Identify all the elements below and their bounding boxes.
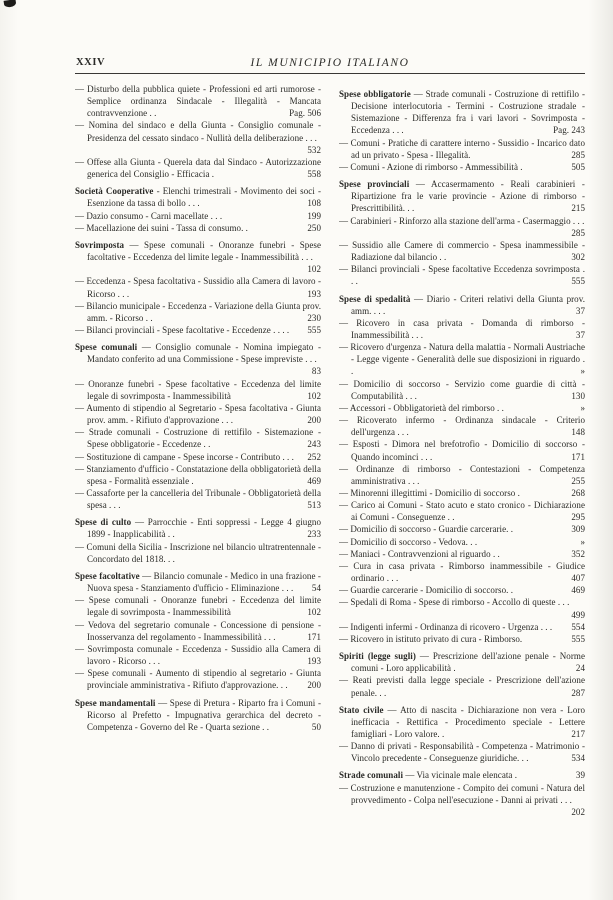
index-entry (339, 341, 585, 377)
entry-page-number: » (580, 536, 585, 547)
entry-text: — Spedali di Roma - Spese di rimborso - Accollo di queste . . . (339, 597, 570, 608)
entry-text: — Bilanci provinciali - Spese facoltative Eccedenza sovrimposta . . . (339, 264, 585, 287)
entry-page-number: 202 (571, 806, 585, 817)
entry-page-number: 352 (571, 548, 585, 559)
index-entry (75, 516, 321, 540)
entry-text: — Maniaci - Contravvenzioni al riguardo . . (339, 548, 500, 559)
index-entry (75, 119, 321, 155)
entry-text: — Comuni - Pratiche di carattere interno - Sussidio - Incarico dato ad un privato - Spesa - Illegalità. (339, 137, 585, 160)
entry-page-number: 243 (307, 439, 321, 450)
index-entry (75, 156, 321, 180)
entry-page-number: 505 (571, 161, 585, 172)
index-entry (339, 414, 585, 438)
entry-page-number: 83 (311, 366, 321, 377)
index-columns (75, 83, 585, 818)
entry-text: — Cassaforte per la cancelleria del Tribunale - Obbligatorietà della spesa . . . (75, 488, 321, 511)
entry-term: Strade comunali (339, 770, 406, 781)
entry-text: - Elenchi trimestrali - Movimento dei soci - Esenzione da tassa di bollo . . . (87, 186, 321, 209)
entry-page-number: 200 (307, 415, 321, 426)
index-entry (339, 263, 585, 287)
entry-page-number: 285 (571, 149, 585, 160)
index-entry (75, 222, 321, 234)
index-entry (339, 584, 585, 596)
index-entry (339, 740, 585, 764)
entry-text: — Onoranze funebri - Spese facoltative - Eccedenza del limite legale di sovrimposta - Inammessibilità (75, 378, 321, 401)
entry-text: — Sostituzione di campane - Spese incorse - Contributo . . . (75, 451, 294, 462)
index-entry (75, 619, 321, 643)
index-column-left (75, 83, 321, 818)
index-entry (75, 697, 321, 733)
entry-term: Spese comunali (75, 342, 142, 353)
entry-page-number: 217 (571, 728, 585, 739)
page-header (75, 56, 585, 74)
entry-text: — Ricovero d'urgenza - Natura della malattia - Normali Austriache - Legge vigente - Generalità delle sue disposizioni in riguardo . . (339, 342, 585, 377)
index-entry (339, 438, 585, 462)
entry-page-number: 532 (307, 144, 321, 155)
index-column-right (339, 83, 585, 818)
entry-text: — Spese comunali - Aumento di stipendio al segretario - Giunta provinciale amministrativa - Rifiuto d'approvazione. . . (75, 668, 321, 691)
index-entry (339, 88, 585, 137)
entry-page-number: 54 (311, 583, 321, 594)
entry-page-number: 255 (571, 475, 585, 486)
entry-text: — Bilancio municipale - Eccedenza - Variazione della Giunta prov. amm. - Ricorso . . (75, 300, 321, 323)
entry-text: — Comuni - Azione di rimborso - Ammessibilità . (339, 161, 523, 172)
entry-text: — Aumento di stipendio al Segretario - Spesa facoltativa - Giunta prov. amm. - Rifiuto d'approvazione . . . (75, 402, 321, 426)
entry-text: — Nomina del sindaco e della Giunta - Consiglio comunale - Presidenza del cessato sindaco - Nullità della deliberazione . . . (75, 120, 321, 143)
entry-page-number: 555 (307, 324, 321, 335)
index-entry (339, 402, 585, 414)
index-entry (75, 275, 321, 299)
index-entry (339, 560, 585, 584)
page-number: XXIV (76, 57, 106, 68)
entry-page-number: 233 (307, 529, 321, 540)
index-entry (339, 161, 585, 173)
index-entry (75, 426, 321, 450)
entry-text: — Offese alla Giunta - Querela data dal Sindaco - Autorizzazione generica del Consiglio - Efficacia . (75, 156, 321, 180)
index-entry (75, 239, 321, 275)
entry-page-number: 469 (307, 475, 321, 486)
index-entry (339, 536, 585, 548)
entry-term: Spese di spedalità (339, 293, 414, 304)
entry-term: Spese facoltative (75, 570, 143, 581)
entry-page-number: Pag. 506 (289, 108, 321, 119)
entry-page-number: 554 (571, 621, 585, 632)
entry-page-number: 102 (307, 607, 321, 618)
entry-page-number: 287 (571, 687, 585, 698)
entry-text: — Diario - Criteri relativi della Giunta prov. amm. . . . (351, 293, 585, 316)
entry-page-number: 193 (307, 656, 321, 667)
index-entry (75, 378, 321, 402)
entry-term: Spese di culto (75, 517, 135, 528)
entry-page-number: 171 (571, 451, 585, 462)
entry-page-number: 250 (307, 222, 321, 233)
index-entry (339, 215, 585, 239)
entry-term: Spese obbligatorie (339, 89, 414, 99)
entry-text: — Domicilio di soccorso - Guardie carcerarie. . (339, 524, 514, 535)
entry-page-number: 469 (571, 585, 585, 596)
index-entry (339, 178, 585, 214)
entry-text: — Guardie carcerarie - Domicilio di soccorso. . (339, 585, 514, 596)
entry-page-number: 200 (307, 680, 321, 691)
entry-page-number: 199 (307, 210, 321, 221)
index-entry (339, 704, 585, 740)
index-entry (339, 463, 585, 487)
entry-text: — Strade comunali - Costruzione di rettifilo - Decisione interlocutoria - Termini - Costruzione stradale - Sistemazione - Differenza fra i vari lavori - Sovrimposta - Eccedenza . . . (351, 89, 585, 136)
index-entry (339, 293, 585, 317)
index-entry (75, 324, 321, 336)
entry-page-number: 407 (571, 573, 585, 584)
entry-page-number: 102 (307, 390, 321, 401)
index-entry (339, 782, 585, 818)
entry-text: — Consiglio comunale - Nomina impiegato - Mandato conferito ad una Commissione - Spese impreviste . . . (87, 342, 321, 365)
entry-text: — Strade comunali - Costruzione di rettifilo - Sistemazione - Spese obbligatorie - Eccedenze . . (75, 427, 321, 450)
entry-text: — Bilancio comunale - Medico in una frazione - Nuova spesa - Stanziamento d'ufficio - Eliminazione . . . (87, 570, 321, 594)
entry-page-number: 39 (575, 770, 585, 781)
entry-page-number: 295 (571, 512, 585, 523)
entry-text: — Vedova del segretario comunale - Concessione di pensione - Inosservanza del regolamento - Inammessibilità . . . (75, 619, 321, 642)
entry-text: — Cura in casa privata - Rimborso inammessibile - Giudice ordinario . . . (339, 560, 585, 584)
entry-term: Stato civile (339, 704, 388, 715)
index-entry (75, 210, 321, 222)
index-entry (75, 463, 321, 487)
index-entry (75, 185, 321, 209)
entry-page-number: 302 (571, 252, 585, 263)
index-entry (339, 633, 585, 645)
index-entry (339, 137, 585, 161)
entry-page-number: 555 (571, 633, 585, 644)
index-entry (75, 487, 321, 511)
entry-page-number: 37 (575, 329, 585, 340)
entry-page-number: 148 (571, 427, 585, 438)
index-entry (75, 451, 321, 463)
entry-text: — Carico ai Comuni - Stato acuto e stato cronico - Dichiarazione ai Comuni - Conseguenze . . (339, 500, 585, 523)
entry-page-number: » (580, 402, 585, 413)
entry-text: — Sussidio alle Camere di commercio - Spesa inammessibile - Radiazione dal bilancio . . (339, 239, 585, 263)
entry-page-number: 309 (571, 524, 585, 535)
index-entry (75, 83, 321, 119)
entry-text: — Minorenni illegittimi - Domicilio di soccorso . (339, 488, 520, 498)
entry-text: — Comuni della Sicilia - Inscrizione nel bilancio ultratrentennale - Concordato del 1818. . . (75, 541, 321, 564)
entry-page-number: 50 (311, 721, 321, 732)
entry-text: — Accessori - Obbligatorietà del rimborso . . (339, 402, 504, 413)
entry-term: Spiriti (legge sugli) (339, 651, 420, 662)
entry-term: Sovrimposta (75, 239, 130, 250)
entry-text: — Ricovero in istituto privato di cura - Rimborso. (339, 633, 523, 644)
index-entry (75, 643, 321, 667)
entry-text: — Ordinanze di rimborso - Contestazioni - Competenza amministrativa . . . (339, 463, 585, 486)
index-entry (339, 621, 585, 633)
entry-text: — Domicilio di soccorso - Servizio come guardie di città - Computabilità . . . (339, 378, 585, 401)
entry-page-number: 37 (575, 305, 585, 316)
entry-text: — Atto di nascita - Dichiarazione non vera - Loro inefficacia - Rettifica - Procedimento speciale - Lettere famigliari - Loro valore. . (351, 704, 585, 739)
entry-term: Società Cooperative (75, 186, 157, 197)
entry-text: — Spese di Pretura - Riparto fra i Comuni - Ricorso al Prefetto - Impugnativa gerarchica del decreto - Competenza - Governo del Re - Quarta sezione . . (87, 697, 321, 732)
entry-text: — Disturbo della pubblica quiete - Professioni ed arti rumorose - Semplice ordinanza Sindacale - Illegalità - Mancata contravvenzione . . (75, 84, 321, 119)
entry-page-number: 108 (307, 198, 321, 209)
entry-page-number: 130 (571, 390, 585, 401)
index-entry (339, 674, 585, 698)
entry-text: — Accasermamento - Reali carabinieri - Ripartizione fra le varie provincie - Azione di rimborso - Prescrittibilità. . . (351, 179, 585, 214)
entry-term: Spese mandamentali (75, 697, 159, 708)
entry-page-number: Pag. 243 (553, 125, 585, 136)
entry-text: — Spese comunali - Onoranze funebri - Eccedenza del limite legale di sovrimposta - Inammessibilità (75, 595, 321, 618)
entry-page-number: 558 (307, 169, 321, 180)
index-entry (339, 317, 585, 341)
index-entry (339, 548, 585, 560)
entry-text: — Prescrizione dell'azione penale - Norme comuni - Loro applicabilità . (351, 651, 585, 674)
entry-page-number: 268 (571, 488, 585, 498)
index-entry (75, 300, 321, 324)
entry-text: — Bilanci provinciali - Spese facoltative - Eccedenze . . . . (75, 324, 290, 335)
entry-text: — Ricoverato infermo - Ordinanza sindacale - Criterio dell'urgenza . . . (339, 415, 585, 438)
entry-text: — Stanziamento d'ufficio - Constatazione della obbligatorietà della spesa - Formalità essenziale . (75, 463, 321, 486)
entry-page-number: 171 (307, 631, 321, 642)
entry-page-number: 285 (571, 227, 585, 238)
entry-text: — Dazio consumo - Carni macellate . . . (75, 210, 223, 221)
entry-text: — Costruzione e manutenzione - Compito dei comuni - Natura del provvedimento - Colpa nell'esecuzione - Danni ai privati . . . (339, 782, 585, 805)
entry-text: — Spese comunali - Onoranze funebri - Spese facoltative - Eccedenza del limite legale - Inammessibilità . . . (87, 239, 321, 263)
entry-text: — Eccedenza - Spesa facoltativa - Sussidio alla Camera di lavoro - Ricorso . . . (75, 276, 321, 299)
index-entry (75, 341, 321, 377)
entry-page-number: 534 (571, 753, 585, 764)
entry-text: — Via vicinale male elencata . (405, 770, 518, 781)
index-entry (339, 769, 585, 781)
index-entry (339, 239, 585, 263)
entry-page-number: 230 (307, 312, 321, 323)
entry-page-number: 555 (571, 276, 585, 287)
entry-text: — Indigenti infermi - Ordinanza di ricovero - Urgenza . . . (339, 621, 553, 632)
entry-text: — Parrocchie - Enti soppressi - Legge 4 giugno 1899 - Inapplicabilità . . (87, 517, 321, 540)
journal-title: IL MUNICIPIO ITALIANO (250, 57, 410, 69)
index-entry (75, 594, 321, 618)
entry-term: Spese provinciali (339, 179, 416, 190)
index-entry (339, 487, 585, 499)
index-entry (75, 570, 321, 594)
entry-page-number: 252 (307, 451, 321, 462)
entry-page-number: 215 (571, 203, 585, 214)
index-entry (75, 667, 321, 691)
entry-text: — Reati previsti dalla legge speciale - Prescrizione dell'azione penale. . . (339, 675, 585, 698)
entry-text: — Ricovero in casa privata - Domanda di rimborso - Inammessibilità . . . (339, 317, 585, 340)
index-entry (75, 541, 321, 565)
index-entry (339, 523, 585, 535)
index-entry (339, 650, 585, 674)
entry-page-number: » (580, 366, 585, 377)
index-entry (339, 596, 585, 620)
entry-page-number: 102 (307, 264, 321, 275)
entry-text: — Carabinieri - Rinforzo alla stazione dell'arma - Casermaggio . . . (339, 215, 585, 226)
index-entry (339, 378, 585, 402)
entry-text: — Macellazione dei suini - Tassa di consumo. . (75, 222, 248, 233)
entry-page-number: 499 (571, 609, 585, 620)
entry-page-number: 513 (307, 500, 321, 511)
entry-text: — Domicilio di soccorso - Vedova. . . (339, 536, 478, 547)
entry-page-number: 193 (307, 288, 321, 299)
entry-text: — Esposti - Dimora nel brefotrofio - Domicilio di soccorso - Quando incominci . . . (339, 439, 585, 462)
entry-text: — Sovrimposta comunale - Eccedenza - Sussidio alla Camera di lavoro - Ricorso . . . (75, 643, 321, 667)
entry-text: — Danno di privati - Responsabilità - Competenza - Matrimonio - Vincolo precedente - Conseguenze giuridiche. . . (339, 741, 585, 764)
entry-page-number: 24 (575, 663, 585, 674)
index-entry (339, 499, 585, 523)
index-entry (75, 402, 321, 426)
